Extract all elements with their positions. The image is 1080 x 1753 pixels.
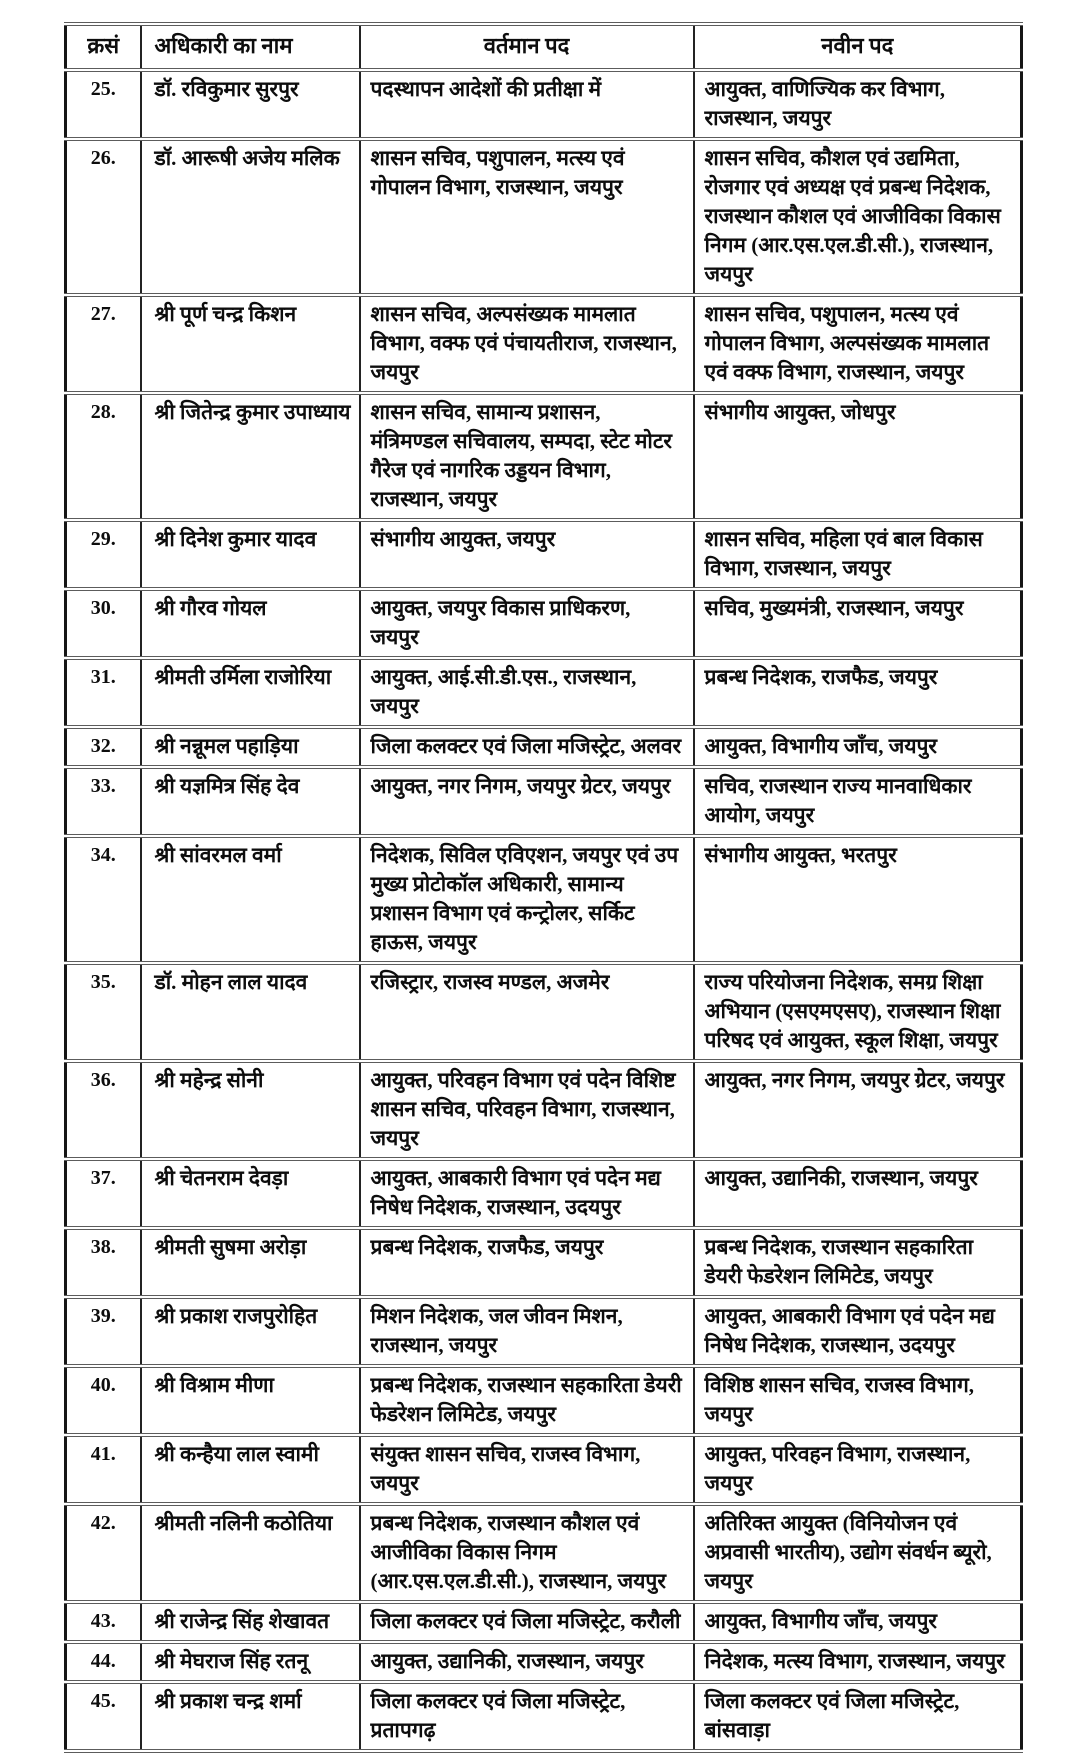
cell-officer-name: डॉ. आरूषी अजेय मलिक: [141, 139, 360, 295]
cell-serial-number: 26.: [66, 139, 141, 295]
cell-officer-name: श्री कन्हैया लाल स्वामी: [141, 1435, 360, 1504]
table-row: [66, 1642, 1022, 1682]
cell-new-post: शासन सचिव, कौशल एवं उद्यमिता, रोजगार एवं अध्यक्ष एवं प्रबन्ध निदेशक, राजस्थान कौशल एवं आजीविका विकास निगम (आर.एस.एल.डी.सी.), राजस्थान, जयपुर: [694, 139, 1022, 295]
column-header-serial: क्रसं: [66, 24, 141, 70]
cell-current-post: जिला कलक्टर एवं जिला मजिस्ट्रेट, अलवर: [360, 727, 694, 767]
cell-officer-name: श्री महेन्द्र सोनी: [141, 1061, 360, 1159]
cell-current-post: शासन सचिव, पशुपालन, मत्स्य एवं गोपालन विभाग, राजस्थान, जयपुर: [360, 139, 694, 295]
cell-current-post: प्रबन्ध निदेशक, राजस्थान कौशल एवं आजीविका विकास निगम (आर.एस.एल.डी.सी.), राजस्थान, जयपुर: [360, 1504, 694, 1602]
cell-current-post: शासन सचिव, अल्पसंख्यक मामलात विभाग, वक्फ एवं पंचायतीराज, राजस्थान, जयपुर: [360, 295, 694, 393]
cell-new-post: आयुक्त, वाणिज्यिक कर विभाग, राजस्थान, जयपुर: [694, 70, 1022, 139]
cell-serial-number: 39.: [66, 1297, 141, 1366]
cell-serial-number: 30.: [66, 589, 141, 658]
cell-officer-name: श्री पूर्ण चन्द्र किशन: [141, 295, 360, 393]
table-row: [66, 589, 1022, 658]
cell-current-post: आयुक्त, आबकारी विभाग एवं पदेन मद्य निषेध निदेशक, राजस्थान, उदयपुर: [360, 1159, 694, 1228]
cell-current-post: आयुक्त, उद्यानिकी, राजस्थान, जयपुर: [360, 1642, 694, 1682]
table-row: [66, 1682, 1022, 1751]
cell-new-post: अतिरिक्त आयुक्त (विनियोजन एवं अप्रवासी भारतीय), उद्योग संवर्धन ब्यूरो, जयपुर: [694, 1504, 1022, 1602]
cell-current-post: निदेशक, सिविल एविएशन, जयपुर एवं उप मुख्य प्रोटोकॉल अधिकारी, सामान्य प्रशासन विभाग एवं कन्ट्रोलर, सर्किट हाऊस, जयपुर: [360, 836, 694, 963]
cell-serial-number: 42.: [66, 1504, 141, 1602]
cell-officer-name: श्री प्रकाश चन्द्र शर्मा: [141, 1682, 360, 1751]
table-row: [66, 1602, 1022, 1642]
table-row: [66, 963, 1022, 1061]
cell-current-post: जिला कलक्टर एवं जिला मजिस्ट्रेट, करौली: [360, 1602, 694, 1642]
cell-officer-name: श्री जितेन्द्र कुमार उपाध्याय: [141, 393, 360, 520]
cell-new-post: राज्य परियोजना निदेशक, समग्र शिक्षा अभियान (एसएमएसए), राजस्थान शिक्षा परिषद एवं आयुक्त, स्कूल शिक्षा, जयपुर: [694, 963, 1022, 1061]
cell-officer-name: श्री दिनेश कुमार यादव: [141, 520, 360, 589]
cell-current-post: संयुक्त शासन सचिव, राजस्व विभाग, जयपुर: [360, 1435, 694, 1504]
table-body: [66, 70, 1022, 1751]
cell-serial-number: 29.: [66, 520, 141, 589]
cell-serial-number: 36.: [66, 1061, 141, 1159]
cell-officer-name: श्रीमती सुषमा अरोड़ा: [141, 1228, 360, 1297]
cell-new-post: संभागीय आयुक्त, भरतपुर: [694, 836, 1022, 963]
cell-officer-name: श्रीमती उर्मिला राजोरिया: [141, 658, 360, 727]
cell-officer-name: श्री नन्नूमल पहाड़िया: [141, 727, 360, 767]
cell-serial-number: 27.: [66, 295, 141, 393]
column-header-officer-name: अधिकारी का नाम: [141, 24, 360, 70]
cell-current-post: पदस्थापन आदेशों की प्रतीक्षा में: [360, 70, 694, 139]
table-row: [66, 393, 1022, 520]
cell-new-post: शासन सचिव, पशुपालन, मत्स्य एवं गोपालन विभाग, अल्पसंख्यक मामलात एवं वक्फ विभाग, राजस्थान, जयपुर: [694, 295, 1022, 393]
cell-new-post: जिला कलक्टर एवं जिला मजिस्ट्रेट, बांसवाड़ा: [694, 1682, 1022, 1751]
cell-serial-number: 37.: [66, 1159, 141, 1228]
cell-serial-number: 28.: [66, 393, 141, 520]
cell-serial-number: 45.: [66, 1682, 141, 1751]
cell-serial-number: 44.: [66, 1642, 141, 1682]
officer-transfer-table: [64, 22, 1023, 1753]
column-header-current-post: वर्तमान पद: [360, 24, 694, 70]
cell-serial-number: 40.: [66, 1366, 141, 1435]
table-row: [66, 139, 1022, 295]
cell-officer-name: श्रीमती नलिनी कठोतिया: [141, 1504, 360, 1602]
table-row: [66, 767, 1022, 836]
table-row: [66, 1435, 1022, 1504]
table-row: [66, 1159, 1022, 1228]
cell-new-post: संभागीय आयुक्त, जोधपुर: [694, 393, 1022, 520]
cell-new-post: प्रबन्ध निदेशक, राजस्थान सहकारिता डेयरी फेडरेशन लिमिटेड, जयपुर: [694, 1228, 1022, 1297]
cell-officer-name: श्री विश्राम मीणा: [141, 1366, 360, 1435]
cell-current-post: प्रबन्ध निदेशक, राजस्थान सहकारिता डेयरी फेडरेशन लिमिटेड, जयपुर: [360, 1366, 694, 1435]
cell-new-post: विशिष्ठ शासन सचिव, राजस्व विभाग, जयपुर: [694, 1366, 1022, 1435]
column-header-new-post: नवीन पद: [694, 24, 1022, 70]
cell-officer-name: श्री प्रकाश राजपुरोहित: [141, 1297, 360, 1366]
cell-new-post: प्रबन्ध निदेशक, राजफैड, जयपुर: [694, 658, 1022, 727]
cell-new-post: सचिव, राजस्थान राज्य मानवाधिकार आयोग, जयपुर: [694, 767, 1022, 836]
cell-new-post: आयुक्त, नगर निगम, जयपुर ग्रेटर, जयपुर: [694, 1061, 1022, 1159]
cell-current-post: आयुक्त, परिवहन विभाग एवं पदेन विशिष्ट शासन सचिव, परिवहन विभाग, राजस्थान, जयपुर: [360, 1061, 694, 1159]
cell-serial-number: 43.: [66, 1602, 141, 1642]
table-row: [66, 836, 1022, 963]
cell-current-post: संभागीय आयुक्त, जयपुर: [360, 520, 694, 589]
table-row: [66, 1228, 1022, 1297]
table-row: [66, 658, 1022, 727]
cell-current-post: आयुक्त, जयपुर विकास प्राधिकरण, जयपुर: [360, 589, 694, 658]
cell-officer-name: डॉ. मोहन लाल यादव: [141, 963, 360, 1061]
table-row: [66, 1297, 1022, 1366]
cell-current-post: प्रबन्ध निदेशक, राजफैड, जयपुर: [360, 1228, 694, 1297]
cell-new-post: आयुक्त, उद्यानिकी, राजस्थान, जयपुर: [694, 1159, 1022, 1228]
table-row: [66, 70, 1022, 139]
cell-new-post: शासन सचिव, महिला एवं बाल विकास विभाग, राजस्थान, जयपुर: [694, 520, 1022, 589]
cell-current-post: शासन सचिव, सामान्य प्रशासन, मंत्रिमण्डल सचिवालय, सम्पदा, स्टेट मोटर गैरेज एवं नागरिक उड्डयन विभाग, राजस्थान, जयपुर: [360, 393, 694, 520]
cell-officer-name: श्री यज्ञमित्र सिंह देव: [141, 767, 360, 836]
cell-officer-name: डॉ. रविकुमार सुरपुर: [141, 70, 360, 139]
cell-serial-number: 32.: [66, 727, 141, 767]
cell-officer-name: श्री गौरव गोयल: [141, 589, 360, 658]
cell-new-post: सचिव, मुख्यमंत्री, राजस्थान, जयपुर: [694, 589, 1022, 658]
table-header-row: [66, 24, 1022, 70]
table-row: [66, 1366, 1022, 1435]
cell-new-post: आयुक्त, विभागीय जॉंच, जयपुर: [694, 1602, 1022, 1642]
cell-new-post: आयुक्त, परिवहन विभाग, राजस्थान, जयपुर: [694, 1435, 1022, 1504]
cell-current-post: आयुक्त, नगर निगम, जयपुर ग्रेटर, जयपुर: [360, 767, 694, 836]
cell-officer-name: श्री सांवरमल वर्मा: [141, 836, 360, 963]
cell-current-post: आयुक्त, आई.सी.डी.एस., राजस्थान, जयपुर: [360, 658, 694, 727]
cell-serial-number: 38.: [66, 1228, 141, 1297]
cell-new-post: आयुक्त, आबकारी विभाग एवं पदेन मद्य निषेध निदेशक, राजस्थान, उदयपुर: [694, 1297, 1022, 1366]
table-row: [66, 520, 1022, 589]
cell-officer-name: श्री मेघराज सिंह रतनू: [141, 1642, 360, 1682]
table-row: [66, 727, 1022, 767]
cell-serial-number: 35.: [66, 963, 141, 1061]
cell-serial-number: 34.: [66, 836, 141, 963]
cell-new-post: निदेशक, मत्स्य विभाग, राजस्थान, जयपुर: [694, 1642, 1022, 1682]
table-row: [66, 1061, 1022, 1159]
cell-new-post: आयुक्त, विभागीय जॉंच, जयपुर: [694, 727, 1022, 767]
cell-current-post: रजिस्ट्रार, राजस्व मण्डल, अजमेर: [360, 963, 694, 1061]
table-row: [66, 1504, 1022, 1602]
cell-current-post: जिला कलक्टर एवं जिला मजिस्ट्रेट, प्रतापगढ़: [360, 1682, 694, 1751]
cell-officer-name: श्री चेतनराम देवड़ा: [141, 1159, 360, 1228]
cell-serial-number: 31.: [66, 658, 141, 727]
cell-officer-name: श्री राजेन्द्र सिंह शेखावत: [141, 1602, 360, 1642]
cell-serial-number: 41.: [66, 1435, 141, 1504]
cell-serial-number: 25.: [66, 70, 141, 139]
cell-current-post: मिशन निदेशक, जल जीवन मिशन, राजस्थान, जयपुर: [360, 1297, 694, 1366]
table-row: [66, 295, 1022, 393]
cell-serial-number: 33.: [66, 767, 141, 836]
